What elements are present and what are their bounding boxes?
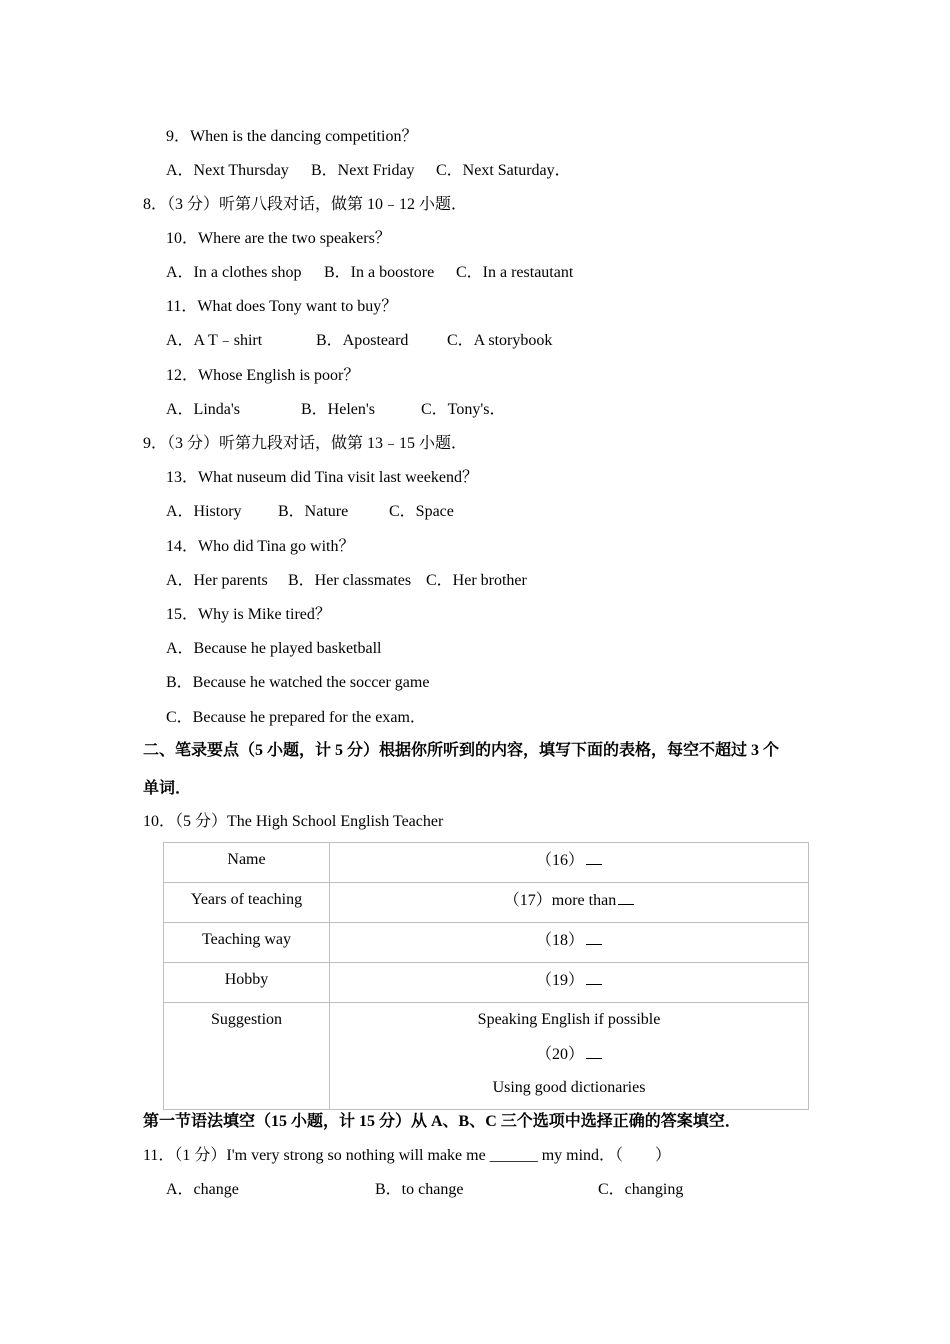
blank-19-label: （19） <box>535 972 584 989</box>
option-b: B．Her classmates <box>288 572 412 589</box>
table-cell <box>330 963 809 1003</box>
table-row <box>164 883 809 923</box>
table-cell <box>330 1003 809 1110</box>
part-2-header-line2: 单词． <box>143 780 192 797</box>
table-row <box>164 1003 809 1110</box>
option-a: A．A T﹣shirt <box>166 332 263 349</box>
option-c: C．Next Saturday． <box>436 162 571 179</box>
table-row <box>164 923 809 963</box>
question-15-option-c: C．Because he prepared for the exam． <box>166 709 426 726</box>
question-10-stem: 10．Where are the two speakers？ <box>166 230 391 247</box>
option-c: C．Her brother <box>426 572 527 589</box>
option-b: B．In a boostore <box>324 264 435 281</box>
question-15-option-b: B．Because he watched the soccer game <box>166 674 430 691</box>
option-a: A．Her parents <box>166 572 268 589</box>
table-cell <box>330 923 809 963</box>
blank-17-label: （17）more than <box>503 892 617 909</box>
option-b: B．Aposteard <box>316 332 409 349</box>
section-8-header: 8．（3 分）听第八段对话，做第 10﹣12 小题． <box>143 196 468 213</box>
option-a: A．History <box>166 503 242 520</box>
option-b: B．Helen's <box>301 401 375 418</box>
table-cell <box>330 883 809 923</box>
option-c: C．A storybook <box>447 332 553 349</box>
table-row <box>164 963 809 1003</box>
blank-18-label: （18） <box>535 932 584 949</box>
table-label: Hobby <box>164 963 330 1003</box>
question-9-stem: 9．When is the dancing competition？ <box>166 128 418 145</box>
suggestion-line-3: Using good dictionaries <box>492 1079 646 1096</box>
question-10-title: 10．（5 分）The High School English Teacher <box>143 813 444 830</box>
question-15-stem: 15．Why is Mike tired？ <box>166 606 331 623</box>
table-label: Suggestion <box>164 1003 330 1110</box>
option-c: C．Space <box>389 503 454 520</box>
option-b: B．to change <box>375 1181 464 1198</box>
option-c: C．Tony's． <box>421 401 506 418</box>
option-c: C．changing <box>598 1181 684 1198</box>
table-label: Years of teaching <box>164 883 330 923</box>
option-a: A．In a clothes shop <box>166 264 302 281</box>
option-c: C．In a restautant <box>456 264 574 281</box>
question-15-option-a: A．Because he played basketball <box>166 640 382 657</box>
table-row <box>164 843 809 883</box>
grammar-header: 第一节语法填空（15 小题，计 15 分）从 A、B、C 三个选项中选择正确的答案填空． <box>143 1113 741 1130</box>
option-b: B．Next Friday <box>311 162 415 179</box>
question-12-stem: 12．Whose English is poor？ <box>166 367 360 384</box>
option-a: A．change <box>166 1181 239 1198</box>
option-b: B．Nature <box>278 503 349 520</box>
question-13-stem: 13．What nuseum did Tina visit last weekend？ <box>166 469 478 486</box>
table-cell <box>330 843 809 883</box>
question-11-stem: 11．What does Tony want to buy？ <box>166 298 398 315</box>
table-label: Name <box>164 843 330 883</box>
question-14-stem: 14．Who did Tina go with？ <box>166 538 355 555</box>
suggestion-line-2 <box>334 1044 804 1078</box>
option-a: A．Linda's <box>166 401 240 418</box>
option-a: A．Next Thursday <box>166 162 289 179</box>
blank-16[interactable] <box>586 850 602 865</box>
table-label: Teaching way <box>164 923 330 963</box>
blank-20[interactable] <box>586 1044 602 1059</box>
blank-19[interactable] <box>586 970 602 985</box>
blank-18[interactable] <box>586 930 602 945</box>
notes-table <box>163 842 809 1110</box>
part-2-header-line1: 二、笔录要点（5 小题，计 5 分）根据你所听到的内容，填写下面的表格，每空不超过 3 个 <box>143 742 780 759</box>
suggestion-line-1: Speaking English if possible <box>477 1011 661 1028</box>
blank-16-label: （16） <box>535 852 584 869</box>
question-11-grammar-stem: 11．（1 分）I'm very strong so nothing will make me ______ my mind．（ ） <box>143 1147 672 1164</box>
blank-17[interactable] <box>618 890 634 905</box>
blank-20-label: （20） <box>535 1046 584 1063</box>
section-9-header: 9．（3 分）听第九段对话，做第 13﹣15 小题． <box>143 435 468 452</box>
